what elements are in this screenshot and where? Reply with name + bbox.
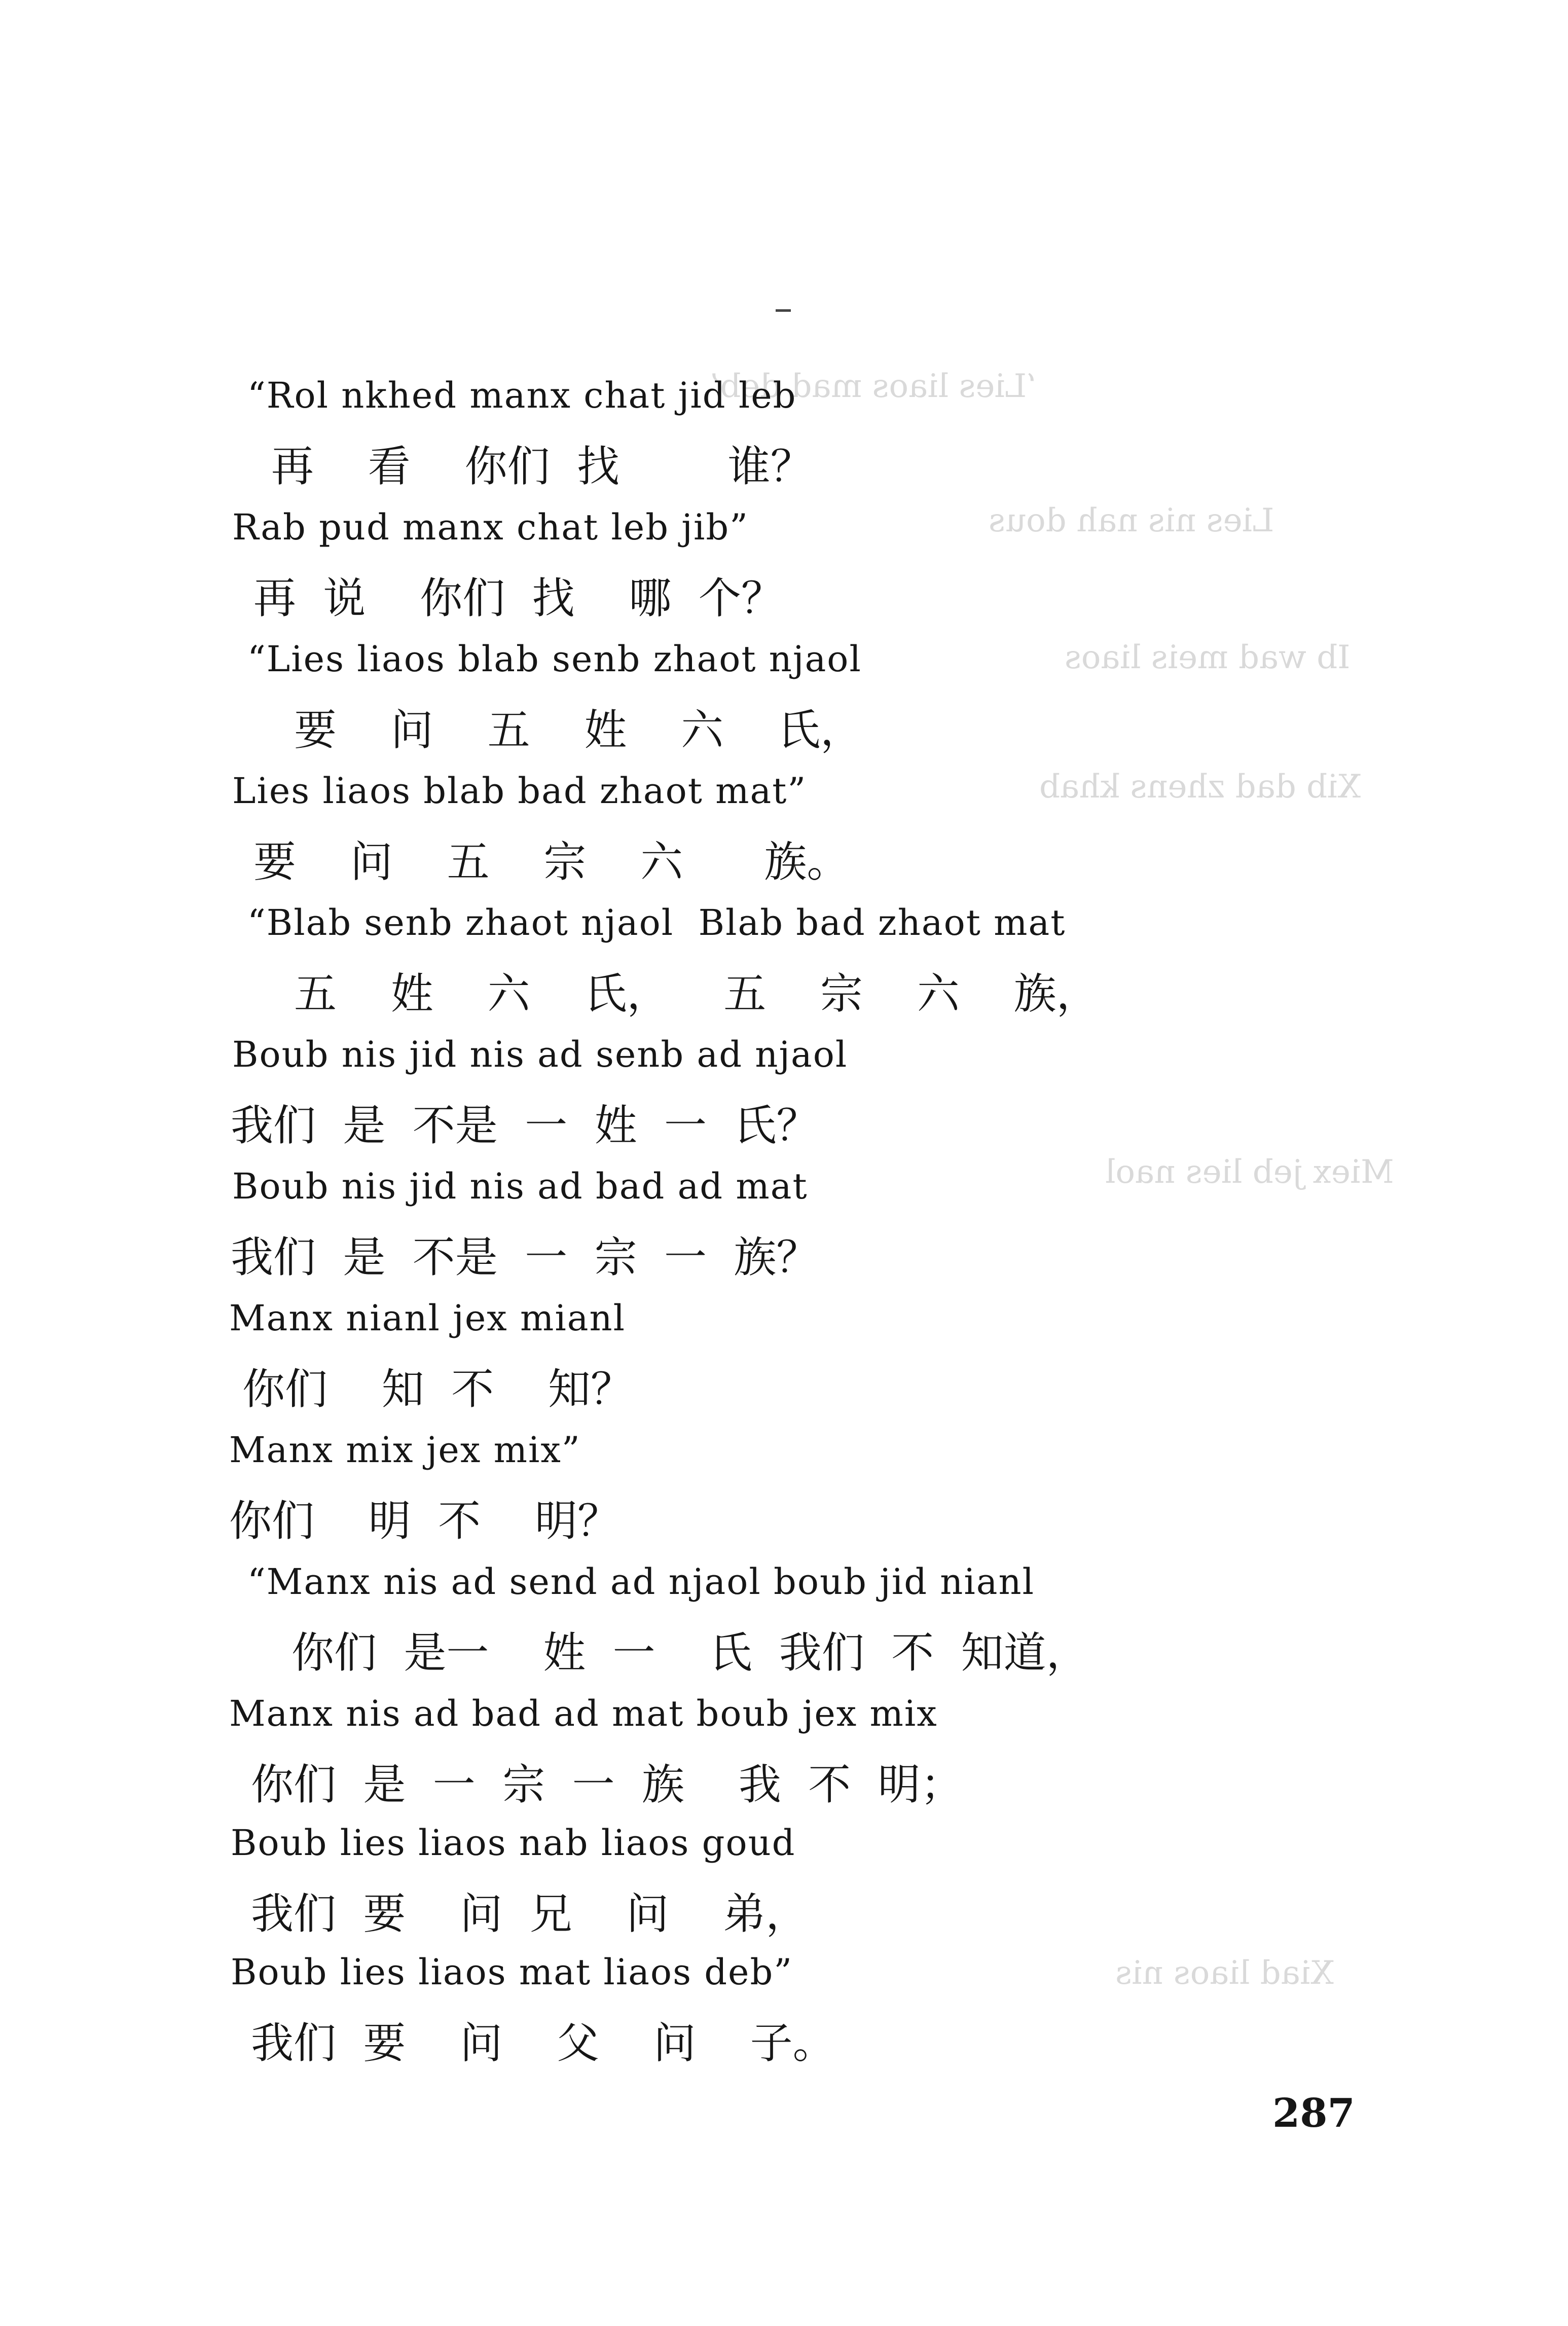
verse-roman-line: Boub lies liaos mat liaos deb” bbox=[231, 1951, 793, 1993]
verse-chinese-line: 你们 明 不 明？ bbox=[229, 1496, 621, 1546]
verse-chinese-line: 你们 是 一 宗 一 族 我 不 明； bbox=[251, 1760, 963, 1809]
top-dash-mark bbox=[776, 309, 791, 312]
verse-chinese-line: 你们 是一 姓 一 氏 我们 不 知道， bbox=[291, 1628, 1089, 1678]
bleed-through-decoration: Xiad liaos nis bbox=[1115, 1954, 1334, 1992]
verse-chinese-line: 我们 要 问 父 问 子。 bbox=[251, 2018, 835, 2068]
verse-chinese-line: 我们 要 问 兄 问 弟， bbox=[251, 1889, 809, 1939]
verse-roman-line: Boub lies liaos nab liaos goud bbox=[231, 1822, 796, 1864]
verse-chinese-line: 要 问 五 姓 六 氏， bbox=[294, 705, 863, 755]
verse-roman-line: “Blab senb zhaot njaol Blab bad zhaot mat bbox=[247, 902, 1066, 943]
verse-roman-line: “Lies liaos blab senb zhaot njaol bbox=[247, 638, 862, 680]
bleed-through-decoration: Xib dad zhens khab bbox=[1039, 768, 1361, 806]
bleed-through-decoration: ‘Lies liaos mad deb’ bbox=[710, 368, 1037, 405]
verse-roman-line: Manx nianl jex mianl bbox=[229, 1297, 626, 1339]
bleed-through-decoration: Lies nis nah dous bbox=[989, 502, 1274, 539]
bleed-through-decoration: Ib wad meis liaos bbox=[1065, 639, 1351, 676]
verse-chinese-line: 五 姓 六 氏， 五 宗 六 族， bbox=[294, 969, 1099, 1019]
verse-roman-line: Manx mix jex mix” bbox=[229, 1429, 581, 1471]
verse-chinese-line: 我们 是 不是 一 姓 一 氏？ bbox=[231, 1101, 819, 1150]
verse-roman-line: Boub nis jid nis ad bad ad mat bbox=[232, 1166, 808, 1207]
verse-chinese-line: 你们 知 不 知？ bbox=[242, 1364, 634, 1414]
verse-chinese-line: 再 看 你们 找 谁？ bbox=[271, 442, 813, 491]
verse-roman-line: “Rol nkhed manx chat jid leb bbox=[247, 375, 797, 416]
verse-chinese-line: 再 说 你们 找 哪 个？ bbox=[253, 573, 784, 623]
verse-chinese-line: 要 问 五 宗 六 族。 bbox=[253, 837, 850, 887]
verse-roman-line: Lies liaos blab bad zhaot mat” bbox=[232, 770, 807, 812]
bleed-through-decoration: Miex jeb lies naol bbox=[1105, 1153, 1394, 1191]
verse-roman-line: Manx nis ad bad ad mat boub jex mix bbox=[229, 1693, 938, 1734]
verse-roman-line: Rab pud manx chat leb jib” bbox=[232, 506, 749, 548]
page-number: 287 bbox=[1272, 2090, 1355, 2136]
verse-roman-line: Boub nis jid nis ad senb ad njaol bbox=[232, 1034, 848, 1075]
verse-roman-line: “Manx nis ad send ad njaol boub jid nianl bbox=[247, 1561, 1035, 1603]
verse-chinese-line: 我们 是 不是 一 宗 一 族？ bbox=[231, 1232, 819, 1282]
